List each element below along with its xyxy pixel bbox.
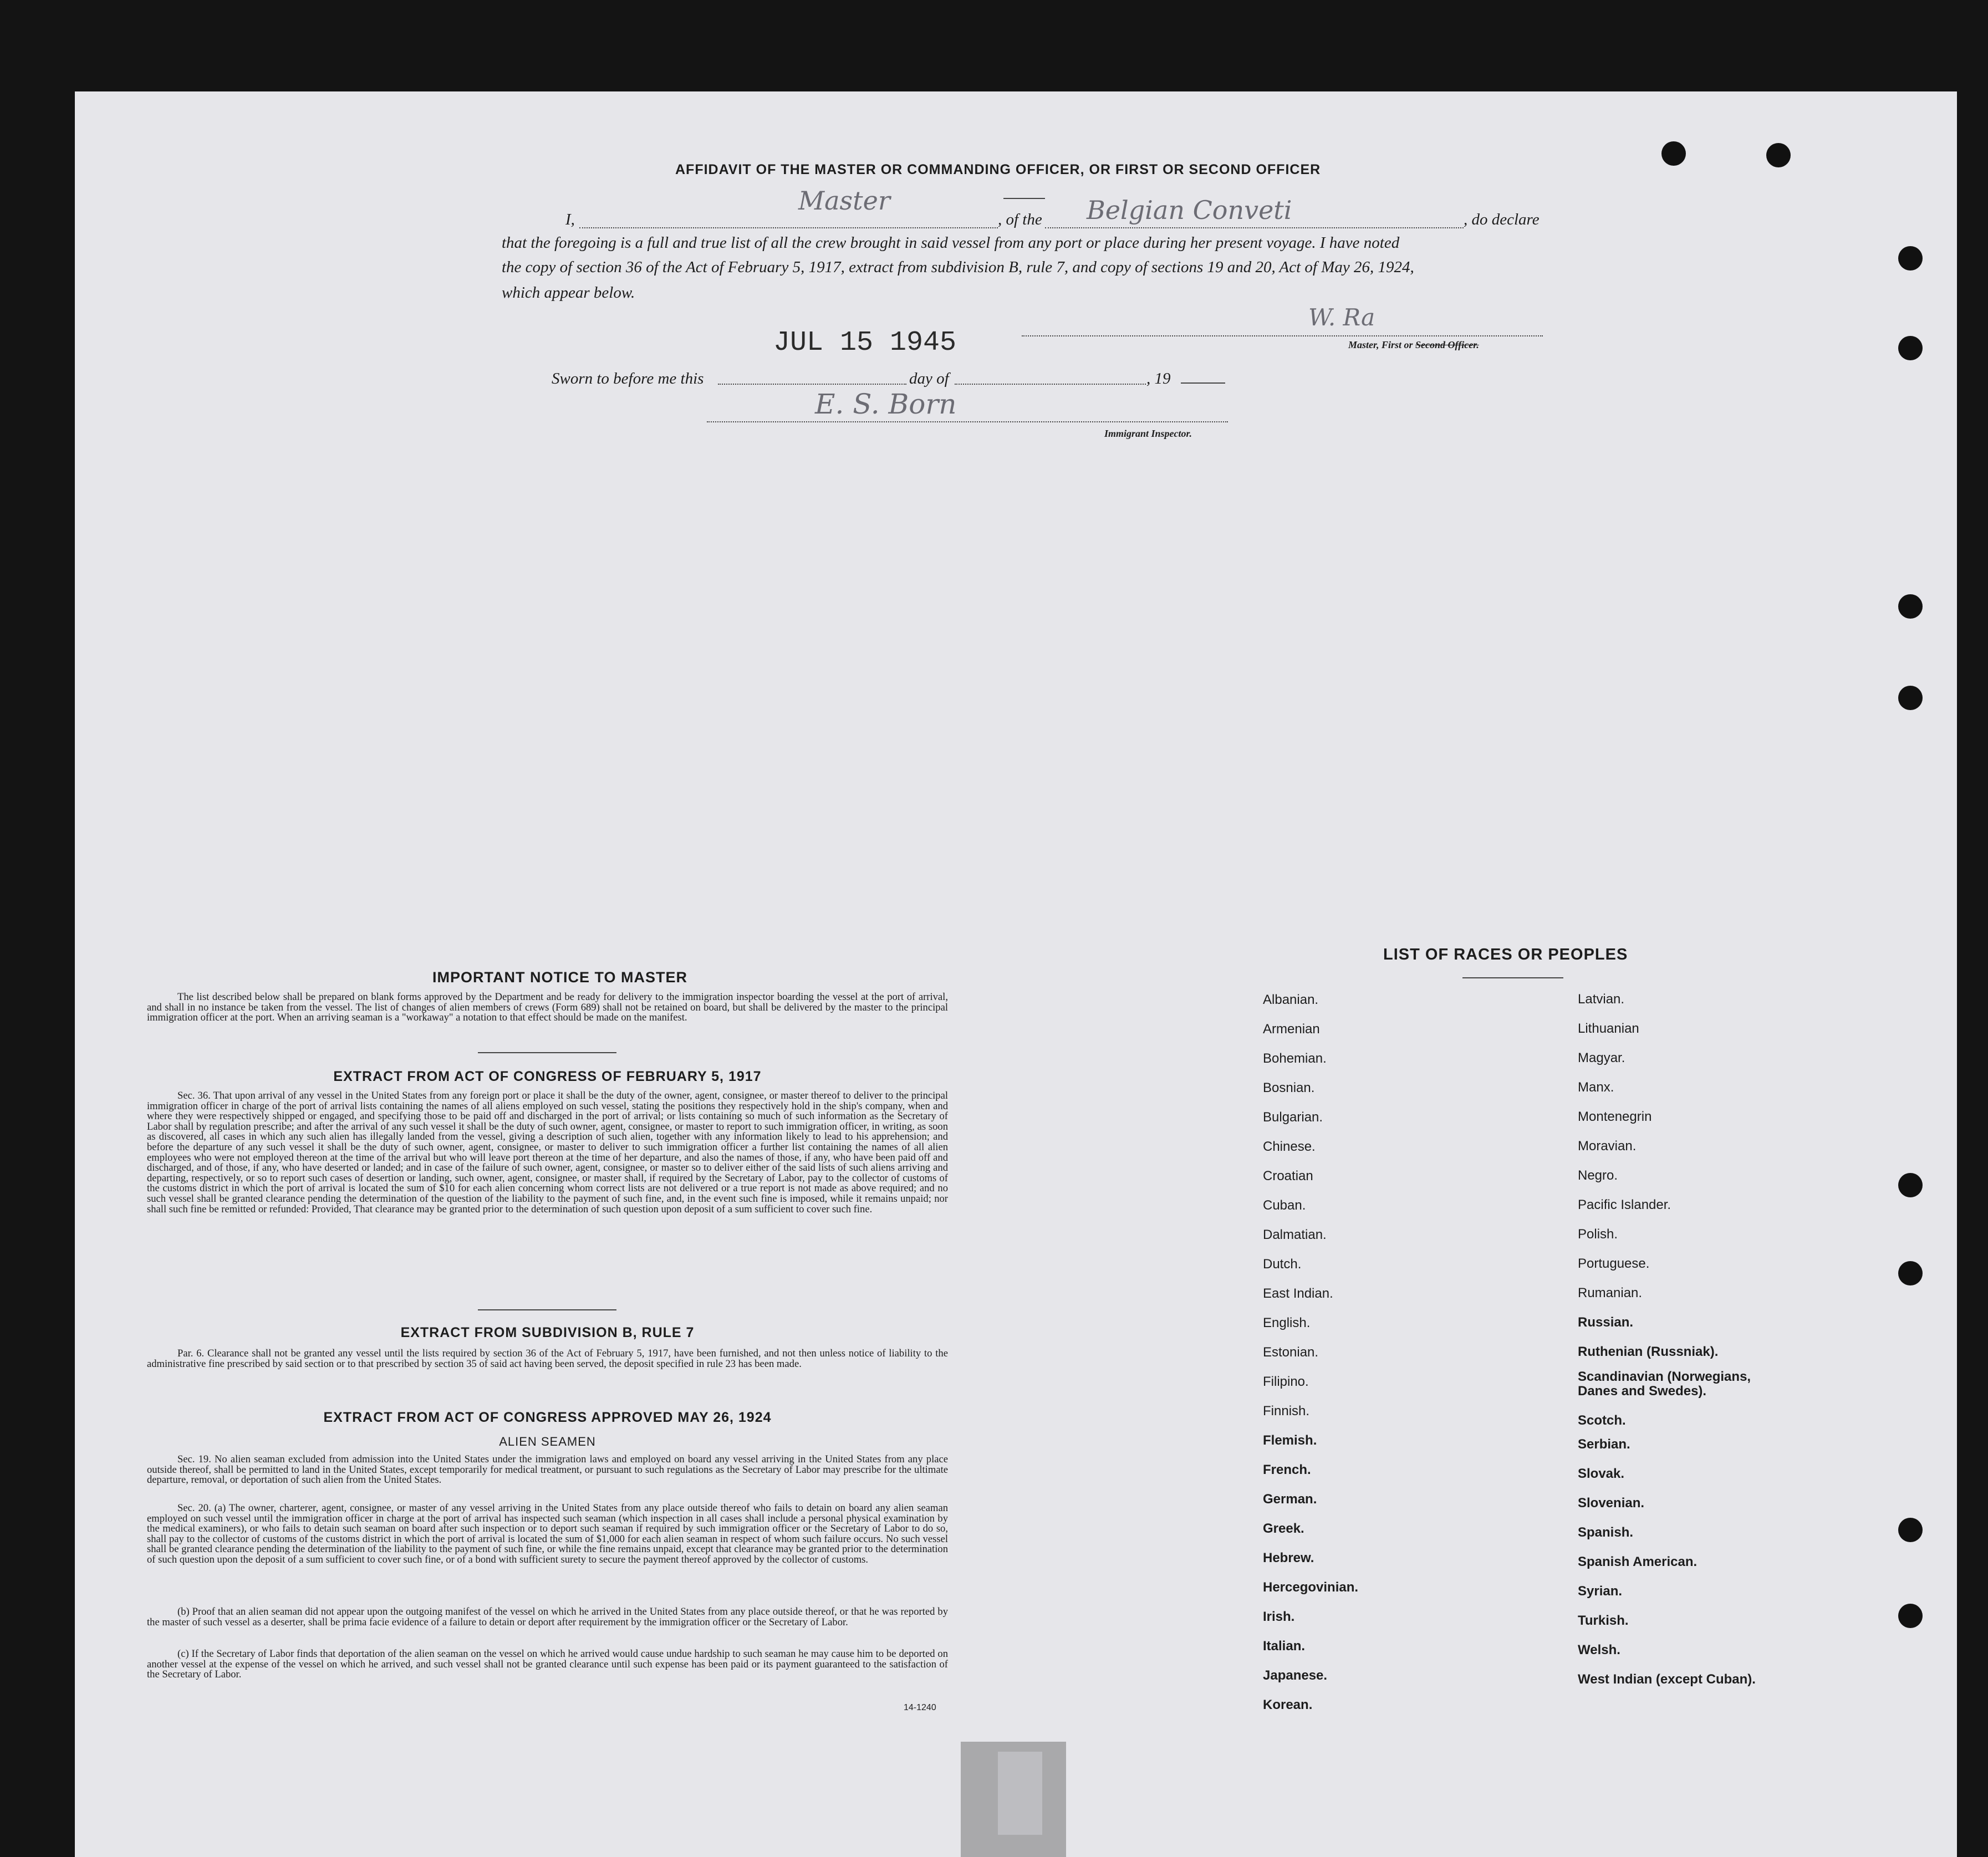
race-item: Croatian [1263,1169,1313,1183]
affidavit-heading: AFFIDAVIT OF THE MASTER OR COMMANDING OFFICER, OR FIRST OR SECOND OFFICER [675,162,1321,177]
sec20a-body: Sec. 20. (a) The owner, charterer, agent, consignee, or master of any vessel arriving in the United States from any place outside thereof who fails to detain on board any alien seaman employed on such vessel until the immigration officer in charge at the port of arrival has inspected such seaman (which inspection in all cases shall include a personal physical examination by the medical examiners), or who fails to detain such seaman on board after such inspection or to deport such seaman if required by such immigration officer or the Secretary of Labor to do so, shall pay to the collector of customs of the customs district in which the port of arrival is located the sum of $1,000 for each alien seaman in respect of whom such failure occurs. No such vessel shall be granted clearance pending the determination of the liability to the payment of such fine, or while the fine remains unpaid, except that clearance may be granted prior to the determination of such question upon the deposit of a sum sufficient to cover such fine, or of a bond with sufficient surety to secure the payment thereof approved by the collector of customs. [147,1502,948,1565]
handwritten-vessel: Belgian Conveti [1087,195,1292,225]
race-item: Spanish. [1578,1525,1634,1540]
race-item: Portuguese. [1578,1256,1650,1271]
master-label: Master, First or Second Officer. [1348,339,1479,350]
punch-hole [1661,141,1686,166]
handwritten-inspector: E. S. Born [815,388,957,420]
race-item: Serbian. [1578,1437,1630,1452]
punch-hole [1898,1261,1923,1285]
sworn-day-field[interactable] [718,384,906,385]
affidavit-line-2: that the foregoing is a full and true list of all the crew brought in said vessel from any port or place during her present voyage. I have noted [502,234,1400,252]
divider [478,1052,616,1053]
punch-hole [1898,1173,1923,1197]
punch-hole [1898,686,1923,710]
race-item: Russian. [1578,1315,1634,1330]
race-item: Dutch. [1263,1257,1302,1272]
inspector-signature-field[interactable] [707,421,1228,422]
race-item: Flemish. [1263,1433,1317,1448]
sec19-body: Sec. 19. No alien seaman excluded from admission into the United States under the immigration laws and employed on board any vessel arriving in the United States from any place outside thereof, shall be permitted to land in the United States, except temporarily for medical treatment, or pursuant to such regulations as the Secretary of Labor may prescribe for the ultimate departure, removal, or deportation of such alien from the United States. [147,1453,948,1486]
race-item: Moravian. [1578,1139,1637,1154]
race-item: Bosnian. [1263,1080,1315,1095]
race-item: English. [1263,1315,1311,1330]
race-item: Ruthenian (Russniak). [1578,1344,1719,1359]
divider [1003,198,1045,199]
affidavit-do-declare: , do declare [1464,211,1540,228]
race-item: Manx. [1578,1080,1614,1095]
race-item: Bulgarian. [1263,1110,1323,1125]
form-number: 14-1240 [904,1703,936,1712]
race-item: Japanese. [1263,1668,1328,1683]
date-stamp: JUL 15 1945 [773,327,957,359]
punch-hole [1766,143,1791,167]
master-signature-field[interactable] [1022,335,1543,336]
notice-title: IMPORTANT NOTICE TO MASTER [432,969,687,986]
race-item: Scotch. [1578,1413,1626,1428]
extract-1924-title: EXTRACT FROM ACT OF CONGRESS APPROVED MAY 26, 1924 [323,1410,772,1425]
sworn-month-field[interactable] [955,384,1146,385]
extract-1917-title: EXTRACT FROM ACT OF CONGRESS OF FEBRUARY 5, 1917 [333,1069,762,1084]
tape-strip [998,1752,1042,1835]
race-item: West Indian (except Cuban). [1578,1672,1756,1687]
master-name-field[interactable] [579,227,998,228]
inspector-label: Immigrant Inspector. [1104,428,1192,439]
affidavit-line-3: the copy of section 36 of the Act of February 5, 1917, extract from subdivision B, rule 7, and copy of sections 19 and 20, Act of May 26, 1924, [502,258,1414,276]
divider [1462,977,1563,978]
race-item: Chinese. [1263,1139,1316,1154]
race-item: Pacific Islander. [1578,1197,1671,1212]
race-item: Latvian. [1578,992,1625,1007]
race-item: Estonian. [1263,1345,1319,1360]
extract-rule7-body: Par. 6. Clearance shall not be granted any vessel until the lists required by section 36 of the Act of February 5, 1917, have been furnished, and not then unless notice of liability to the administrative fine prescribed by said section or to that prescribed by section 35 of said act having been served, the deposit specified in rule 23 has been made. [147,1348,948,1370]
race-item: Irish. [1263,1609,1295,1624]
race-item: Dalmatian. [1263,1227,1327,1242]
race-item: Albanian. [1263,992,1319,1007]
race-item: Lithuanian [1578,1021,1639,1036]
race-item: Negro. [1578,1168,1618,1183]
vessel-name-field[interactable] [1045,227,1464,228]
race-item: Cuban. [1263,1198,1306,1213]
race-item: Slovenian. [1578,1496,1645,1511]
punch-hole [1898,1518,1923,1542]
sec20b-body: (b) Proof that an alien seaman did not appear upon the outgoing manifest of the vessel on which he arrived in the United States from any place outside thereof, or that he was reported by the master of such vessel as a deserter, shall be prima facie evidence of a failure to detain or deport after requirement by the immigration officer or the Secretary of Labor. [147,1606,948,1628]
race-item: Spanish American. [1578,1554,1698,1569]
race-item: Slovak. [1578,1466,1625,1481]
notice-body: The list described below shall be prepared on blank forms approved by the Department and be ready for delivery to the immigration inspector boarding the vessel at the port of arrival, and shall in no instance be taken from the vessel. The list of changes of alien members of crews (Form 689) shall not be retained on board, but shall be delivered by the master to the principal immigration officer at the port. When an arriving seaman is a "workaway" a notation to that effect should be made on the manifest. [147,991,948,1024]
race-item: German. [1263,1492,1317,1507]
punch-hole [1898,246,1923,271]
sec20c-body: (c) If the Secretary of Labor finds that deportation of the alien seaman on the vessel on which he arrived would cause undue hardship to such seaman he may cause him to be deported on another vessel at the expense of the vessel on which he arrived, and such vessel shall not be granted clearance until such expense has been paid or its payment guaranteed to the satisfaction of the Secretary of Labor. [147,1648,948,1681]
punch-hole [1898,1604,1923,1628]
race-item: Hercegovinian. [1263,1580,1359,1595]
sworn-text: Sworn to before me this [552,370,704,387]
race-item: Korean. [1263,1697,1313,1712]
punch-hole [1898,336,1923,360]
year-prefix: , 19 [1146,370,1171,387]
race-item: Magyar. [1578,1050,1625,1065]
race-item: Scandinavian (Norwegians, Danes and Swedes). [1578,1369,1751,1399]
handwritten-master: Master [798,186,890,216]
handwritten-signature: W. Ra [1308,304,1375,331]
race-item: French. [1263,1462,1311,1477]
extract-rule7-title: EXTRACT FROM SUBDIVISION B, RULE 7 [400,1325,695,1340]
race-item: Rumanian. [1578,1285,1643,1300]
race-item: Montenegrin [1578,1109,1652,1124]
race-item: Finnish. [1263,1404,1310,1419]
affidavit-line-4: which appear below. [502,284,635,302]
affidavit-i: I, [565,211,575,228]
race-item: Greek. [1263,1521,1304,1536]
race-item: Filipino. [1263,1374,1309,1389]
race-item: Welsh. [1578,1642,1620,1657]
race-item: Italian. [1263,1639,1306,1654]
race-item: Bohemian. [1263,1051,1327,1066]
punch-hole [1898,594,1923,619]
race-item: Hebrew. [1263,1550,1314,1565]
race-item: Turkish. [1578,1613,1629,1628]
alien-seamen-subtitle: ALIEN SEAMEN [499,1435,596,1448]
divider [478,1309,616,1310]
races-title: LIST OF RACES OR PEOPLES [1383,946,1628,963]
race-item: East Indian. [1263,1286,1333,1301]
day-of-text: day of [909,370,949,387]
affidavit-of-the: , of the [998,211,1042,228]
extract-1917-body: Sec. 36. That upon arrival of any vessel in the United States from any foreign port or place it shall be the duty of the owner, agent, consignee, or master thereof to deliver to the principal immigration officer in charge of the port of arrival lists containing the names of all aliens employed on such vessel, stating the positions they respectively hold in the ship's company, when and where they were respectively shipped or engaged, and specifying those to be paid off and discharged in the port of arrival; or lists containing so much of such information as the Secretary of Labor shall by regulation prescribe; and after the arrival of any such vessel it shall be the duty of such owner, agent, consignee, or master to report to such immigration officer, in writing, as soon as discovered, all cases in which any such alien has illegally landed from the vessel, giving a description of such alien, together with any information likely to lead to his apprehension; and before the departure of any such vessel it shall be the duty of such owner, agent, consignee, or master to deliver to such immigration officer a further list containing the names of all alien employees who were not employed thereon at the time of the arrival but who will leave port thereon at the time of her departure, and also the names of those, if any, who have been paid off and discharged, and of those, if any, who have deserted or landed; and in case of the failure of such owner, agent, consignee, or master so to deliver either of the said lists of such aliens arriving and departing, respectively, or so to report such cases of desertion or landing, such owner, agent, consignee, or master shall, if required by the Secretary of Labor, pay to the collector of customs of the customs district in which the port of arrival is located the sum of $10 for each alien concerning whom correct lists are not delivered or a true report is not made as above required; and no such vessel shall be granted clearance pending the determination of the question of the liability to the payment of such fine, and, in the event such fine is imposed, while it remains unpaid; nor shall such fine be remitted or refunded: Provided, That clearance may be granted prior to the determination of such question upon deposit of a sum sufficient to cover such fine. [147,1090,948,1215]
year-field[interactable] [1181,382,1225,384]
race-item: Polish. [1578,1227,1618,1242]
race-item: Armenian [1263,1022,1320,1037]
race-item: Syrian. [1578,1584,1623,1599]
